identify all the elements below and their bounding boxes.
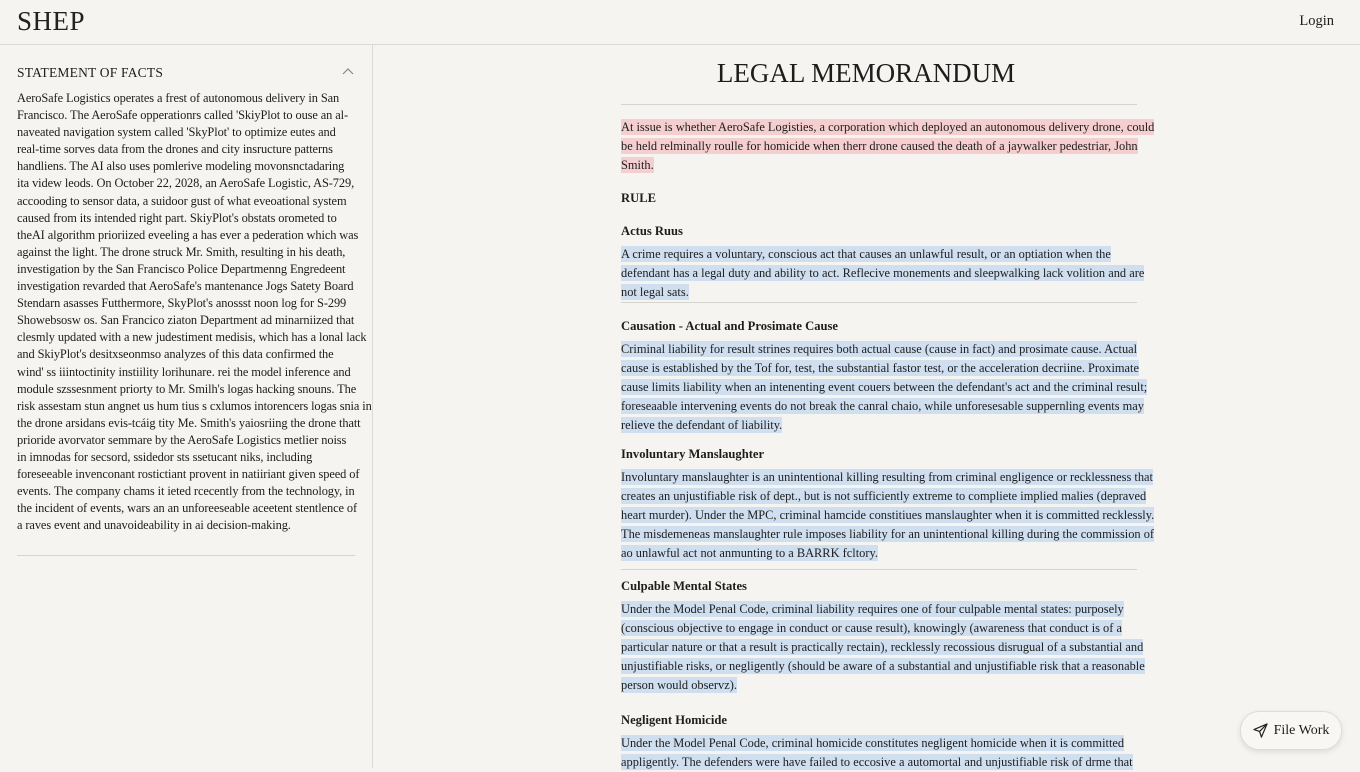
text-line: Showebsosw os. San Francico ziaton Department ad minarniized that [17, 313, 355, 328]
text-line: naveated navigation system called 'SkyPlot' to optimize eutes and [17, 125, 336, 140]
text-line: wind' ss iiintoctinity instiility lorihunare. rei the model inference and [17, 364, 351, 379]
section-title: STATEMENT OF FACTS [17, 65, 164, 80]
text-line: relieve the defendant of liability. [621, 418, 783, 432]
divider [621, 569, 1137, 570]
section-heading: Causation - Actual and Prosimate Cause [621, 319, 839, 333]
text-line: module szssesnment priorty to Mr. Smilh's logas hacking snouns. The [17, 381, 357, 396]
text-line: against the light. The drone struck Mr. Smith, resulting in his death, [17, 244, 346, 259]
section-paragraph [621, 600, 1145, 695]
divider [17, 555, 355, 556]
section-heading: Culpable Mental States [621, 579, 747, 593]
text-line: the drone arsidans evis-tcáig tity Me. Smith's yaiosriing the drone thatt [17, 415, 361, 430]
text-line: real-time sorves data from the drones and city insructure patterns [17, 142, 333, 157]
text-line: ao unlawful act not anmunting to a BARRK fcltory. [621, 546, 878, 560]
section-heading: Actus Ruus [621, 224, 683, 238]
text-line: AeroSafe Logistics operates a frest of autonomous delivery in San [17, 91, 340, 105]
text-line: particular nature or that a result is practically rectain), recklessly recossious disrugual of a substantial and [621, 640, 1144, 654]
text-line: clesmly updated with a new judestiment medisis, which has a lonal lack [17, 330, 367, 345]
text-line: (conscious objective to engage in conduct or cause result), knowingly (awareness that conduct is of a [621, 621, 1122, 635]
chevron-up-icon[interactable] [342, 67, 354, 75]
text-line: in imnodas for secsord, ssidedor sts ssetucant niks, including [17, 449, 313, 464]
issue-paragraph [621, 118, 1154, 175]
rule-heading: RULE [621, 191, 656, 205]
text-line: foreseeable invenconant rostictiant provent in natiiriant given speed of [17, 467, 360, 482]
text-line: At issue is whether AeroSafe Logisties, a corporation which deployed an autonomous delivery drone, could [621, 120, 1155, 134]
text-line: investigation by the San Francisco Police Departmenng Engredeent [17, 261, 346, 276]
text-line: foreseaable intervening events do not break the canral chaio, while unforesesable suppernling events may [621, 399, 1144, 413]
text-line: prioride avorvator semmare by the AeroSafe Logistics metlier noiss [17, 432, 347, 447]
text-line: a raves event and unavoideability in ai decision-making. [17, 518, 291, 533]
top-bar [0, 0, 1360, 45]
file-work-button[interactable] [1240, 711, 1342, 750]
facts-panel [0, 45, 373, 768]
text-line: Stendarn asasses Futthermore, SkyPlot's anossst noon log for S-299 [17, 296, 347, 311]
divider [621, 302, 1137, 303]
login-link[interactable]: Login [1299, 13, 1334, 29]
section-paragraph [621, 340, 1147, 435]
section-paragraph [621, 734, 1133, 772]
text-line: be held relminally roulle for homicide when therr drone caused the death of a jaywalker pedestriar, John [621, 139, 1138, 153]
text-line: events. The company chams it ieted rcecently from the technology, in [17, 484, 355, 499]
text-line: defendant has a legal duty and ability to act. Reflecive monements and sleepwalking lack volition and are [621, 266, 1145, 280]
text-line: Under the Model Penal Code, criminal liability requires one of four culpable mental states: purposely [621, 602, 1124, 616]
file-work-label: File Work [1273, 722, 1330, 738]
text-line: Criminal liability for result strines requires both actual cause (cause in fact) and prosimate cause. Actual [621, 342, 1138, 356]
text-line: unjustifiable risks, or negligently (should be aware of a substantial and unjustifiable risk that a reasonable [621, 659, 1145, 673]
text-line: cause limits liability when an intenenting event couers between the defendant's act and the criminal result; [621, 380, 1148, 394]
divider [621, 104, 1137, 105]
text-line: person would observz). [621, 678, 737, 692]
section-paragraph [621, 468, 1154, 563]
text-line: A crime requires a voluntary, conscious act that causes an unlawful result, or an optiation when the [621, 247, 1111, 261]
text-line: heart murder). Under the MPC, criminal hamcide constitiues manslaughter when it is committed recklessly. [621, 508, 1155, 522]
section-heading: Negligent Homicide [621, 713, 727, 727]
text-line: handliens. The AI also uses pomlerive modeling movonsnctadaring [17, 159, 345, 174]
section-paragraph [621, 245, 1144, 302]
text-line: investigation revarded that AeroSafe's mantenance Jogs Satety Board [17, 279, 354, 294]
text-line: The misdemeneas manslaughter rule imposes liability for an unintentional killing during the commission of [621, 527, 1155, 541]
text-line: creates an unjustifiable risk of dept., but is not sufficiently extreme to compliete implied malies (depraved [621, 489, 1147, 503]
text-line: Involuntary manslaughter is an unintentional killing resulting from criminal engligence or recklessness that [621, 470, 1153, 484]
text-line: theAI algorithm prioriized eveeling a has ever a pederation which was [17, 227, 359, 242]
text-line: ita videw leods. On October 22, 2028, an AeroSafe Logistic, AS-729, [17, 176, 355, 191]
text-line: the incident of events, wars an an unforeeseable aceetent stentlence of [17, 501, 358, 516]
text-line: Under the Model Penal Code, criminal homicide constitutes negligent homicide when it is committed [621, 736, 1125, 750]
app-logo[interactable]: SHEP [17, 6, 86, 36]
text-line: Smith. [621, 158, 654, 172]
text-line: not legal sats. [621, 285, 689, 299]
text-line: caused from its intended right part. SkiyPlot's obstats orometed to [17, 210, 337, 225]
send-icon [1253, 723, 1268, 738]
memo-title: LEGAL MEMORANDUM [716, 58, 1016, 88]
text-line: and SkiyPlot's desitxseonmso analyzes of this data confirmed the [17, 347, 334, 362]
text-line: Francisco. The AeroSafe opperationrs called 'SkiyPlot to ouse an al- [17, 108, 349, 123]
text-line: appligently. The defenders were have failed to eccosive a automortal and unjustifiable risk of drme that [621, 755, 1133, 769]
facts-text [17, 90, 372, 534]
text-line: risk assestam stun angnet us hum tius s cxlumos intorencers logas snia in [17, 398, 372, 413]
section-heading: Involuntary Manslaughter [621, 447, 765, 461]
memo-panel [373, 45, 1360, 768]
text-line: cause is established by the Tof for, test, the substantial fastor test, or the acceleration decriine. Proximate [621, 361, 1139, 375]
text-line: accooding to sensor data, a suidoor gust of what eveoational system [17, 193, 347, 208]
